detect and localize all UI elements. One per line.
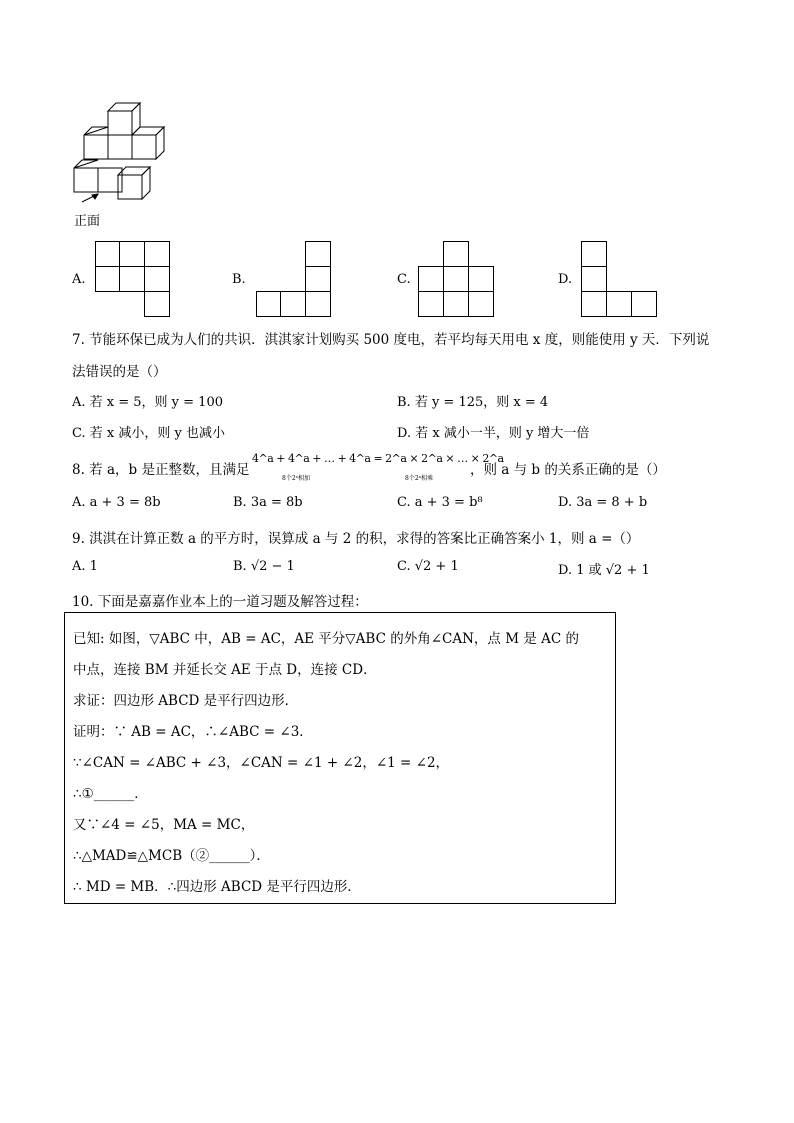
q10-line-7: 又∵∠4 = ∠5，MA = MC， [73, 817, 255, 833]
q8-formula: 4^a + 4^a + … + 4^a = 2^a × 2^a × … × 2^a [252, 452, 504, 465]
q10-line-3: 求证：四边形 ABCD 是平行四边形． [73, 693, 299, 709]
front-label: 正面 [74, 214, 101, 229]
option-c-view [418, 241, 495, 318]
cube-stack-figure [70, 98, 170, 203]
q7-option-c: C. 若 x 减小，则 y 也减小 [72, 426, 225, 441]
q8-prefix: 8. 若 a，b 是正整数，且满足 [72, 462, 250, 478]
q9-option-b: B. √2 − 1 [233, 559, 295, 574]
option-a-view [95, 241, 171, 318]
q10-problem-box [64, 612, 616, 904]
q10-line-4: 证明：∵ AB = AC，∴∠ABC = ∠3． [73, 724, 313, 740]
q9-option-c: C. √2 + 1 [397, 559, 459, 574]
q8-option-d: D. 3a = 8 + b [558, 495, 648, 510]
q9-text: 9. 淇淇在计算正数 a 的平方时，误算成 a 与 2 的积，求得的答案比正确答案小 1，则 a =（） [72, 531, 640, 547]
q10-line-8: ∴△MAD≌△MCB（②______）． [73, 848, 270, 864]
option-d-view [581, 241, 658, 318]
option-b-label: B. [232, 272, 246, 287]
q10-line-5: ∵∠CAN = ∠ABC + ∠3，∠CAN = ∠1 + ∠2，∠1 = ∠2， [73, 755, 450, 771]
option-a-label: A. [72, 272, 86, 287]
q10-intro: 10. 下面是嘉嘉作业本上的一道习题及解答过程： [72, 594, 368, 610]
q8-option-a: A. a + 3 = 8b [72, 495, 161, 510]
q8-under-left: 8个2ᵃ相加 [282, 475, 310, 482]
q9-option-d: D. 1 或 √2 + 1 [558, 563, 650, 578]
q7-option-a: A. 若 x = 5，则 y = 100 [72, 395, 223, 410]
q10-line-9: ∴ MD = MB．∴四边形 ABCD 是平行四边形． [73, 879, 361, 895]
option-c-label: C. [397, 272, 411, 287]
q9-option-a: A. 1 [72, 559, 98, 574]
q8-option-b: B. 3a = 8b [233, 495, 303, 510]
q8-under-right: 8个2ᵃ相乘 [405, 475, 433, 482]
q7-text-line2: 法错误的是（） [72, 364, 167, 380]
q8-option-c: C. a + 3 = b⁸ [397, 495, 483, 510]
q10-line-2: 中点，连接 BM 并延长交 AE 于点 D，连接 CD． [73, 662, 377, 678]
q7-option-d: D. 若 x 减小一半，则 y 增大一倍 [397, 426, 590, 441]
q7-text-line1: 7. 节能环保已成为人们的共识．淇淇家计划购买 500 度电，若平均每天用电 x 度，则能使用 y 天．下列说 [72, 332, 710, 348]
q10-line-1: 已知: 如图，▽ABC 中，AB = AC，AE 平分▽ABC 的外角∠CAN，点 M 是 AC 的 [73, 631, 579, 647]
q10-line-6: ∴①______． [73, 786, 148, 802]
q7-option-b: B. 若 y = 125，则 x = 4 [397, 395, 549, 410]
q8-suffix: ，则 a 与 b 的关系正确的是（） [470, 462, 666, 478]
option-b-view [256, 241, 332, 318]
option-d-label: D. [558, 272, 573, 287]
